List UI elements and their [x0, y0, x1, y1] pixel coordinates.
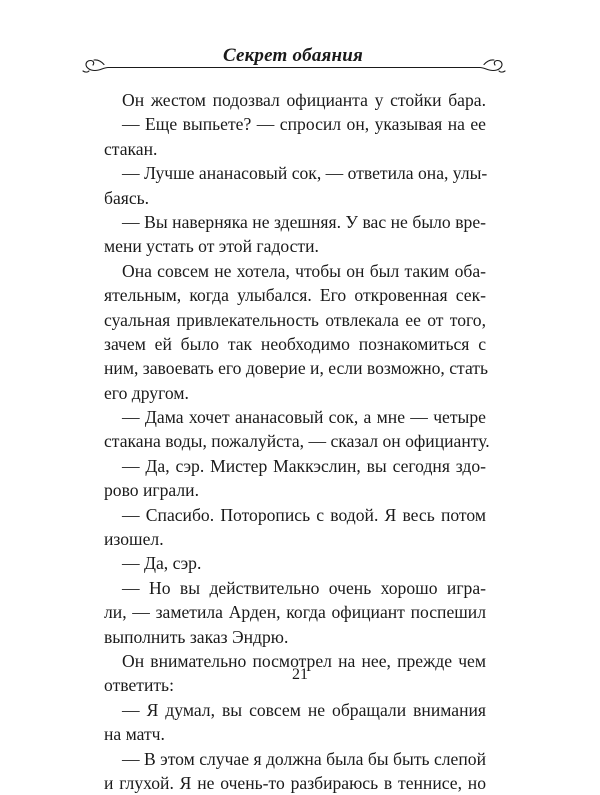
- text-line: выполнить заказ Эндрю.: [104, 626, 289, 647]
- text-line: — Я думал, вы совсем не обращали внимания: [122, 699, 486, 720]
- text-line: Он жестом подозвал официанта у стойки бара.: [122, 90, 486, 110]
- running-title: Секрет обаяния: [222, 45, 364, 66]
- text-line: ним, завоевать его доверие и, если возможно, стать: [104, 358, 489, 379]
- text-line: ответить:: [104, 675, 174, 696]
- running-header: [78, 40, 508, 80]
- text-line: мени устать от этой гадости.: [104, 236, 319, 257]
- text-line: баясь.: [104, 187, 150, 208]
- text-line: — Да, сэр. Мистер Маккэслин, вы сегодня здо-: [122, 455, 486, 476]
- text-line: — Спасибо. Поторопись с водой. Я весь потом: [122, 504, 486, 525]
- text-line: и глухой. Я не очень-то разбираюсь в теннисе, но: [104, 772, 486, 793]
- text-line: — Дама хочет ананасовый сок, а мне — четыре: [122, 407, 486, 428]
- text-line: — Лучше ананасовый сок, — ответила она, улы-: [122, 163, 488, 184]
- text-line: его другом.: [104, 382, 189, 403]
- text-line: на матч.: [104, 724, 165, 745]
- text-line: суальная привлекательность отвлекала ее от того,: [104, 309, 486, 330]
- text-line: Она совсем не хотела, чтобы он был таким оба-: [122, 260, 486, 281]
- text-line: зачем ей было так необходимо познакомиться с: [104, 333, 486, 354]
- page-number: 21: [292, 666, 308, 683]
- text-line: стакана воды, пожалуйста, — сказал он официанту.: [104, 431, 490, 452]
- text-line: стакан.: [104, 138, 158, 159]
- text-line: ли, — заметила Арден, когда официант поспешил: [104, 602, 486, 623]
- text-line: изошел.: [104, 529, 164, 550]
- text-line: рово играли.: [104, 480, 199, 501]
- text-line: ятельным, когда улыбался. Его откровенная сек-: [104, 285, 486, 306]
- text-line: — Но вы действительно очень хорошо игра-: [122, 577, 486, 598]
- text-line: — В этом случае я должна была бы быть слепой: [122, 748, 486, 769]
- body-text: [104, 88, 490, 795]
- text-line: — Еще выпьете? — спросил он, указывая на ее: [122, 114, 486, 135]
- text-line: — Вы наверняка не здешняя. У вас не было вре-: [122, 211, 486, 232]
- text-line: — Да, сэр.: [122, 553, 202, 574]
- text-line: Он внимательно посмотрел на нее, прежде чем: [122, 650, 486, 671]
